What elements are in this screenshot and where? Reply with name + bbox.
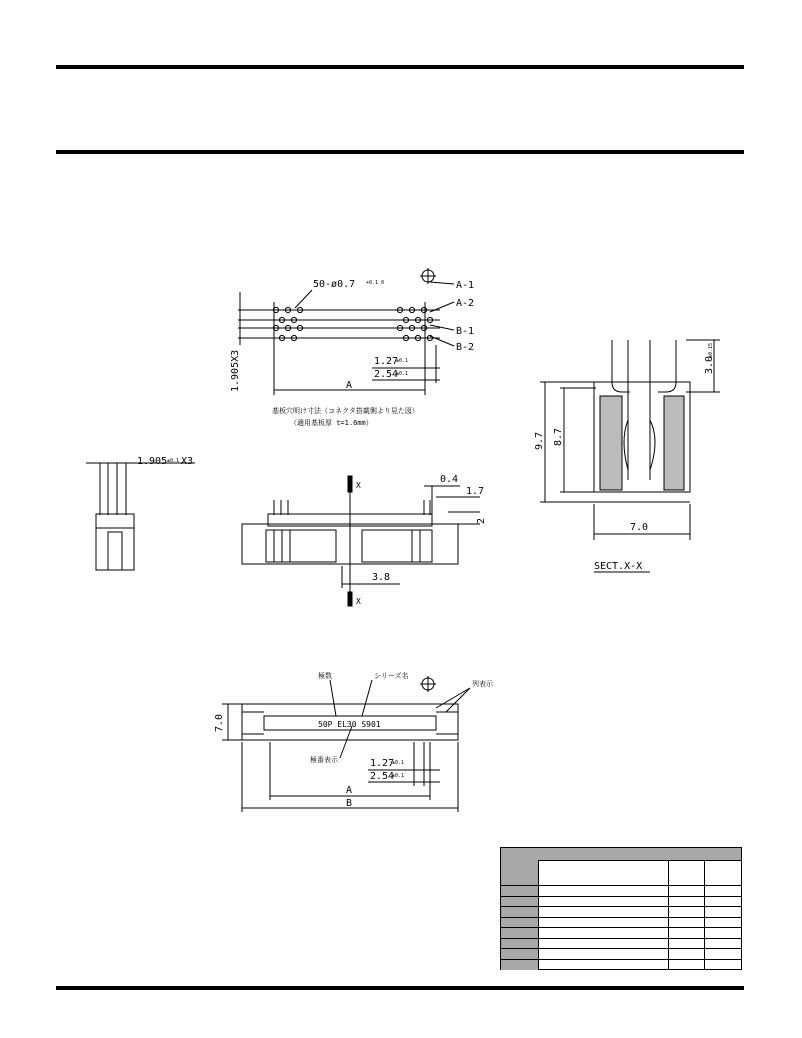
- table-cell: [539, 960, 669, 971]
- section-dim-70: 7.0: [630, 522, 649, 533]
- table-header-cell: [539, 860, 669, 886]
- table-cell: [705, 897, 741, 908]
- plan-dim-a: A: [346, 380, 353, 391]
- table-cell: [705, 907, 741, 918]
- table-cell: [669, 949, 705, 960]
- plan-hole-tol: +0.1 0: [366, 280, 385, 286]
- front-dim-17: 1.7: [466, 486, 485, 497]
- table-cell: [705, 918, 741, 929]
- plan-hole-note: 50-ø0.7: [313, 279, 356, 290]
- table-header-cell: [669, 860, 705, 886]
- side-dim-suffix: X3: [181, 456, 194, 467]
- top-dim-70: 7.0: [214, 713, 225, 732]
- side-dim-tol: ±0.1: [167, 458, 180, 464]
- table-cell: [539, 928, 669, 939]
- table-cell: [539, 897, 669, 908]
- section-dim-30: 3.0: [704, 355, 715, 374]
- section-mark-top: [348, 476, 352, 492]
- table-cell: [669, 886, 705, 897]
- table-row-label-cell: [501, 886, 539, 897]
- table-cell: [705, 949, 741, 960]
- table-row-label-cell: [501, 918, 539, 929]
- table-cell: [539, 939, 669, 950]
- front-dim-38: 3.8: [372, 572, 391, 583]
- plan-dim-tol-2: ±0.1: [396, 371, 409, 377]
- table-row-label-cell: [501, 928, 539, 939]
- top-dim-tol-2: ±0.1: [392, 773, 405, 779]
- front-view: [242, 476, 480, 606]
- plan-dim-pitch-2: 2.54: [374, 369, 399, 380]
- front-section-label-bottom: X: [356, 597, 361, 606]
- side-view: [86, 463, 195, 570]
- table-row-label-cell: [501, 939, 539, 950]
- table-cell: [539, 886, 669, 897]
- top-label-position: 極番表示: [310, 756, 338, 764]
- section-dim-97: 9.7: [534, 431, 545, 450]
- plan-row-label-a2: A-2: [456, 298, 475, 309]
- table-cell: [669, 918, 705, 929]
- table-row-label-cell: [501, 949, 539, 960]
- section-title: SECT.X-X: [594, 561, 643, 572]
- top-dim-pitch-2: 2.54: [370, 771, 395, 782]
- table-cell: [669, 960, 705, 971]
- top-dim-tol-1: ±0.1: [392, 760, 405, 766]
- table-cell: [669, 897, 705, 908]
- plan-dim-rows: 1.905X3: [230, 349, 241, 392]
- section-dim-87: 8.7: [553, 427, 564, 446]
- top-dim-b: B: [346, 798, 353, 809]
- side-dim-pitch: 1.905: [137, 456, 168, 467]
- plan-dim-pitch-1: 1.27: [374, 356, 399, 367]
- top-dim-pitch-1: 1.27: [370, 758, 395, 769]
- table-row-label-cell: [501, 897, 539, 908]
- section-view: [540, 340, 720, 572]
- table-header-cell: [705, 860, 741, 886]
- table-cell: [539, 907, 669, 918]
- top-label-polarity: 極数: [318, 672, 332, 680]
- plan-dim-tol-1: ±0.1: [396, 358, 409, 364]
- plan-caption-2: （適用基板厚 t=1.6mm）: [290, 419, 373, 427]
- top-marking: 50P EL30 S901: [318, 720, 381, 729]
- table-cell: [705, 928, 741, 939]
- plan-row-label-b1: B-1: [456, 326, 475, 337]
- top-label-series: シリーズ名: [374, 672, 409, 680]
- table-cell: [705, 886, 741, 897]
- plan-row-label-b2: B-2: [456, 342, 475, 353]
- plan-caption-1: 基板穴明け寸法（コネクタ搭載側より見た図）: [272, 407, 419, 415]
- table-cell: [539, 949, 669, 960]
- front-dim-2: 2: [476, 517, 487, 524]
- dimension-table: [500, 847, 742, 970]
- front-section-label-top: X: [356, 481, 361, 490]
- table-cell: [669, 928, 705, 939]
- table-row-label-cell: [501, 960, 539, 971]
- table-cell: [705, 939, 741, 950]
- table-cell: [705, 960, 741, 971]
- top-dim-a: A: [346, 785, 353, 796]
- plan-holes: [273, 307, 432, 340]
- section-mark-bottom: [348, 592, 352, 606]
- table-row-label-cell: [501, 907, 539, 918]
- top-label-row: 列表示: [472, 680, 493, 688]
- table-corner-cell: [501, 860, 539, 886]
- section-dim-30-tol: ±0.15: [708, 342, 714, 358]
- table-cell: [669, 939, 705, 950]
- plan-row-label-a1: A-1: [456, 280, 475, 291]
- table-cell: [669, 907, 705, 918]
- front-dim-04: 0.4: [440, 474, 459, 485]
- table-cell: [539, 918, 669, 929]
